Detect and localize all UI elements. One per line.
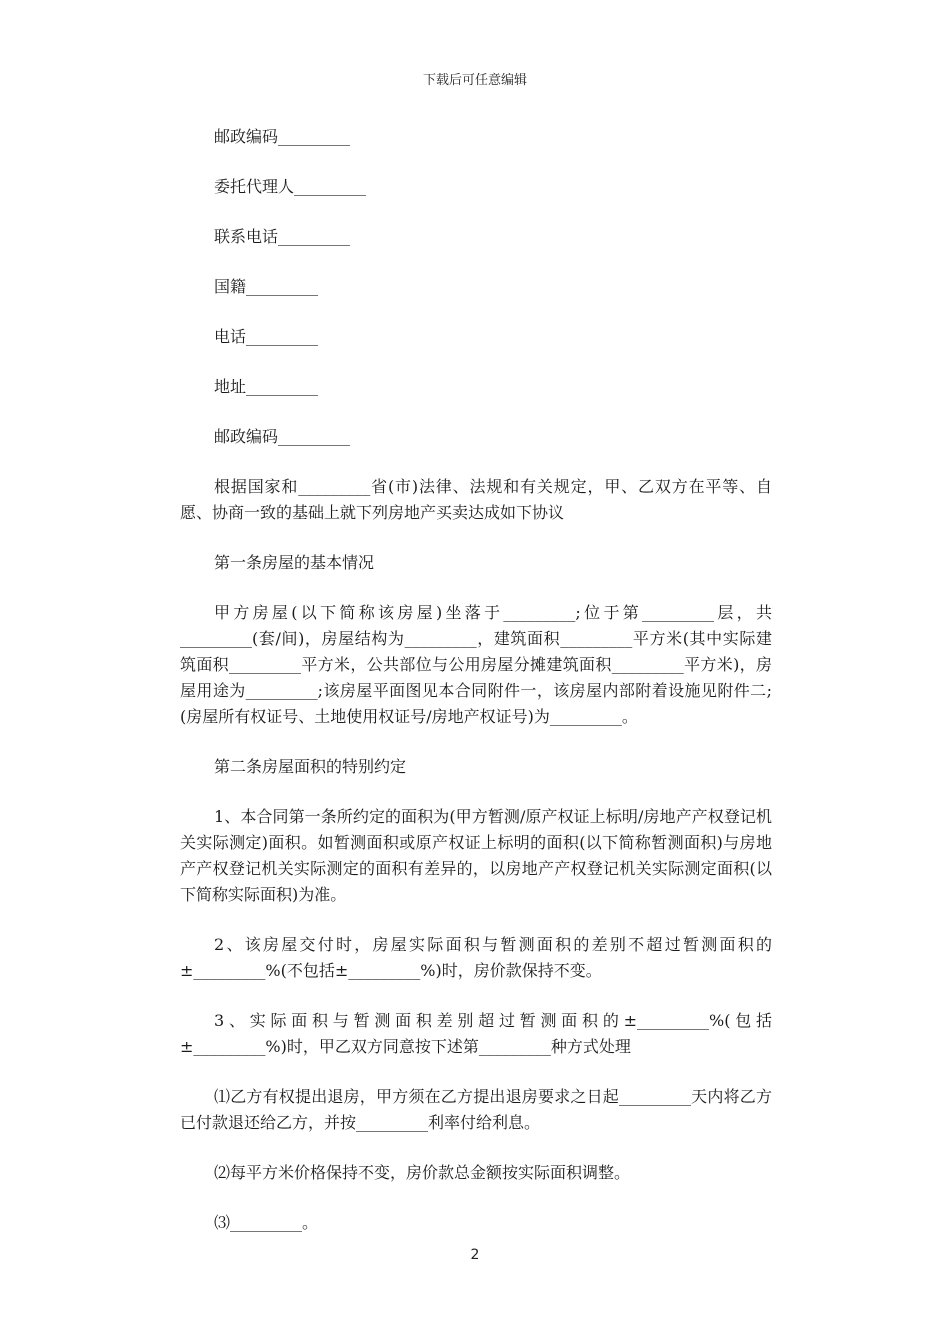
contract-body xyxy=(180,124,772,1236)
article-1-title: 第一条房屋的基本情况 xyxy=(214,553,375,572)
article-2-option-1: ⑴乙方有权提出退房，甲方须在乙方提出退房要求之日起_________天内将乙方已付款退还给乙方，并按_________利率付给利息。 xyxy=(180,1087,772,1132)
agent-field: 委托代理人_________ xyxy=(214,177,367,196)
contact-phone-field: 联系电话_________ xyxy=(214,227,351,246)
postal-code-field-2: 邮政编码_________ xyxy=(214,427,351,446)
phone-field: 电话_________ xyxy=(214,327,319,346)
page-header-note: 下载后可任意编辑 xyxy=(422,73,527,88)
intro-paragraph: 根据国家和_________省(市)法律、法规和有关规定，甲、乙双方在平等、自愿、协商一致的基础上就下列房地产买卖达成如下协议 xyxy=(180,477,772,522)
article-2-option-3: ⑶_________。 xyxy=(214,1213,319,1232)
article-1-body: 甲方房屋(以下简称该房屋)坐落于_________;位于第_________层，共_________(套/间)，房屋结构为_________，建筑面积_________平方米(其中实际建筑面积_________平方米，公共部位与公用房屋分摊建筑面积_________平方米)，房屋用途为_________;该房屋平面图见本合同附件一，该房屋内部附着设施见附件二;(房屋所有权证号、土地使用权证号/房地产权证号)为_________。 xyxy=(180,603,772,726)
article-2-title: 第二条房屋面积的特别约定 xyxy=(214,757,407,776)
nationality-field: 国籍_________ xyxy=(214,277,319,296)
article-2-item-1: 1、本合同第一条所约定的面积为(甲方暂测/原产权证上标明/房地产产权登记机关实际测定)面积。如暂测面积或原产权证上标明的面积(以下简称暂测面积)与房地产产权登记机关实际测定的面积有差异的，以房地产产权登记机关实际测定面积(以下简称实际面积)为准。 xyxy=(180,807,772,904)
article-2-item-2: 2、该房屋交付时，房屋实际面积与暂测面积的差别不超过暂测面积的±_________%(不包括±_________%)时，房价款保持不变。 xyxy=(180,935,772,980)
article-2-item-3: 3、实际面积与暂测面积差别超过暂测面积的±_________%(包括±_________%)时，甲乙双方同意按下述第_________种方式处理 xyxy=(180,1011,772,1056)
address-field: 地址_________ xyxy=(214,377,319,396)
postal-code-field: 邮政编码_________ xyxy=(214,127,351,146)
page-number: 2 xyxy=(470,1247,480,1263)
article-2-option-2: ⑵每平方米价格保持不变，房价款总金额按实际面积调整。 xyxy=(214,1163,631,1182)
